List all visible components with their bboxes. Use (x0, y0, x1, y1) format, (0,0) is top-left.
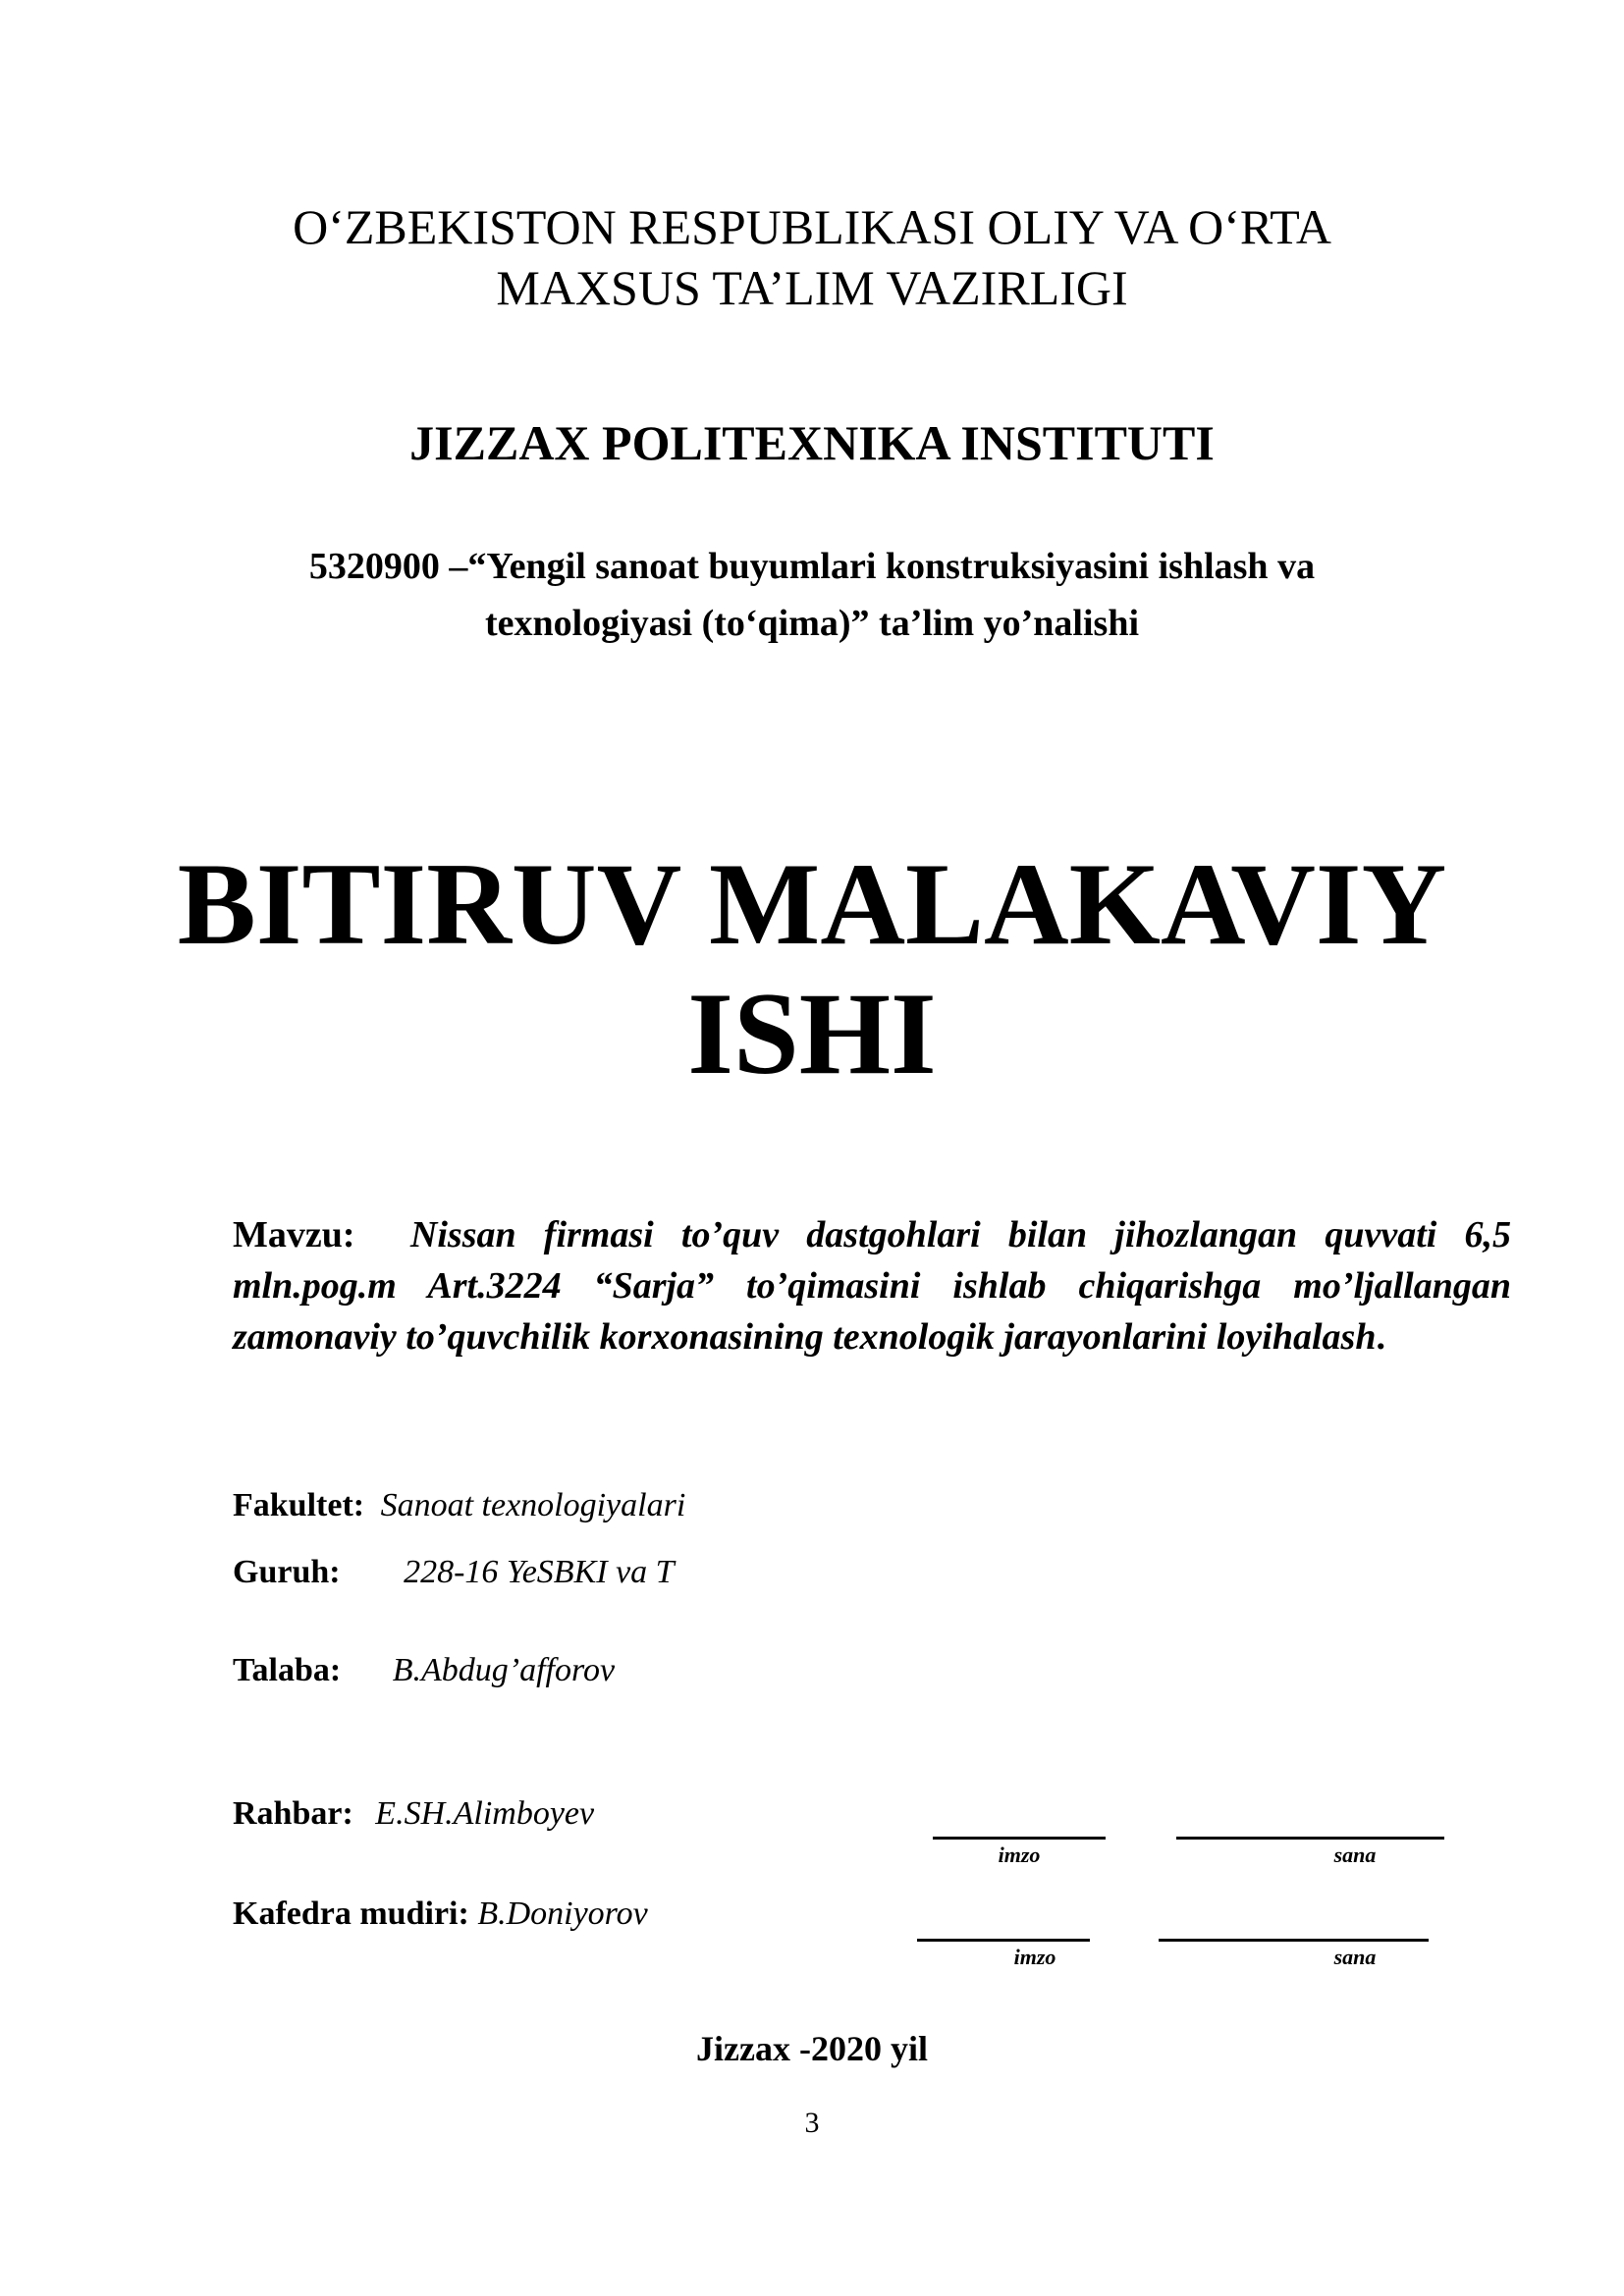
ministry-line-1: O‘ZBEKISTON RESPUBLIKASI OLIY VA O‘RTA (293, 199, 1331, 254)
topic-text: Nissan firmasi to’quv dastgohlari bilan jihozlangan quvvati 6,5 mln.pog.m Art.3224 “Sarja” to’qimasini ishlab chiqarishga mo’ljallangan zamonaviy to’quvchilik korxonasining texnologik jarayonlarini loyihalash (233, 1214, 1511, 1358)
supervisor-signature-line (933, 1837, 1106, 1840)
page-number: 3 (804, 2107, 820, 2139)
document-title-line-2: ISHI (687, 968, 937, 1098)
student-label: Talaba: (233, 1652, 342, 1688)
specialty-line-2: texnologiyasi (to‘qima)” ta’lim yo’nalishi (484, 603, 1140, 644)
faculty-label: Fakultet: (233, 1487, 365, 1523)
topic-paragraph (233, 1209, 1511, 1362)
faculty-row (233, 1484, 685, 1527)
city-year: Jizzax -2020 yil (696, 2029, 928, 2068)
specialty (0, 538, 1624, 652)
group-row (233, 1551, 675, 1594)
department-head-signature-caption: imzo (1013, 1945, 1056, 1969)
ministry-heading (0, 196, 1624, 318)
supervisor-label: Rahbar: (233, 1795, 353, 1832)
supervisor-value: E.SH.Alimboyev (375, 1795, 595, 1832)
specialty-line-1: 5320900 –“Yengil sanoat buyumlari konstruksiyasini ishlash va (308, 546, 1316, 587)
document-title (0, 839, 1624, 1098)
group-value: 228-16 YeSBKI va T (404, 1554, 675, 1590)
group-label: Guruh: (233, 1554, 341, 1590)
institute-name: JIZZAX POLITEXNIKA INSTITUTI (409, 415, 1215, 470)
department-head-label: Kafedra mudiri: (233, 1896, 469, 1932)
faculty-value: Sanoat texnologiyalari (380, 1487, 686, 1523)
department-head-date-caption: sana (1333, 1945, 1377, 1969)
document-title-line-1: BITIRUV MALAKAVIY (177, 838, 1447, 969)
department-head-value: B.Doniyorov (477, 1896, 648, 1932)
supervisor-signature-caption: imzo (998, 1842, 1041, 1867)
department-head-signature-line (917, 1939, 1090, 1942)
department-head-row (233, 1893, 648, 1936)
topic-label: Mavzu: (233, 1214, 355, 1255)
student-value: B.Abdug’afforov (392, 1652, 616, 1688)
topic-end: . (1376, 1316, 1385, 1358)
supervisor-date-caption: sana (1333, 1842, 1377, 1867)
supervisor-date-line (1176, 1837, 1444, 1840)
ministry-line-2: MAXSUS TA’LIM VAZIRLIGI (496, 260, 1128, 315)
student-row (233, 1649, 615, 1692)
supervisor-row (233, 1792, 594, 1836)
department-head-date-line (1159, 1939, 1429, 1942)
